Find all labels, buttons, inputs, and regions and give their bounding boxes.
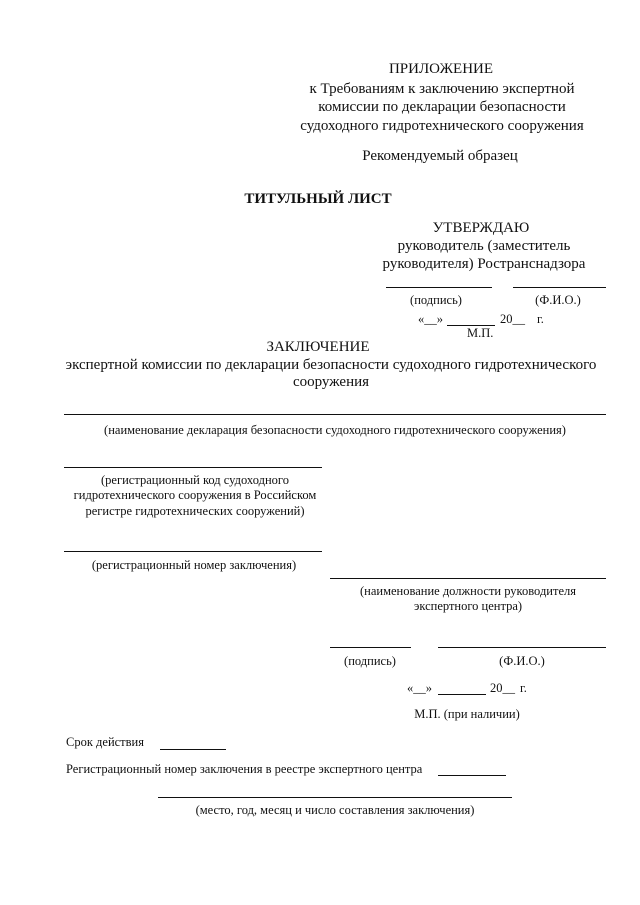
approve-date-year: 20__ — [500, 312, 525, 326]
conclusion-line-1: экспертной комиссии по декларации безопасности судоходного гидротехнического — [65, 357, 597, 373]
approve-date-suffix: г. — [537, 312, 544, 326]
recommended-sample: Рекомендуемый образец — [362, 148, 518, 164]
head-position-label — [330, 584, 606, 615]
appendix-line: комиссии по декларации безопасности — [318, 99, 566, 116]
reg-code-label-line: гидротехнического сооружения в Российском — [73, 488, 317, 503]
reg-number-line — [64, 551, 322, 552]
declaration-name-label: (наименование декларация безопасности судоходного гидротехнического сооружения) — [104, 423, 566, 437]
approve-signature-label: (подпись) — [410, 293, 462, 307]
title-sheet-heading: ТИТУЛЬНЫЙ ЛИСТ — [244, 191, 392, 207]
name-label: (Ф.И.О.) — [499, 654, 545, 668]
seal-label: М.П. (при наличии) — [414, 707, 520, 721]
reg-code-line — [64, 467, 322, 468]
reg-number-label: (регистрационный номер заключения) — [91, 558, 297, 572]
head-position-label-line: (наименование должности руководителя — [360, 584, 576, 598]
conclusion-line-2: сооружения — [292, 374, 370, 390]
registry-line — [438, 775, 506, 776]
place-date-line — [158, 797, 512, 798]
approve-line: руководителя) Ространснадзора — [382, 256, 586, 273]
reg-code-label — [56, 473, 334, 519]
validity-label: Срок действия — [66, 735, 144, 749]
appendix-description — [288, 80, 596, 135]
approve-date-day: «__» — [418, 312, 443, 326]
approve-signature-line — [386, 287, 492, 288]
signature-label: (подпись) — [344, 654, 396, 668]
approve-name-line — [513, 287, 606, 288]
appendix-line: судоходного гидротехнического сооружения — [300, 117, 584, 134]
approve-line: руководитель (заместитель — [397, 238, 571, 254]
head-position-label-line: экспертного центра) — [413, 599, 523, 614]
conclusion-title: ЗАКЛЮЧЕНИЕ — [266, 339, 370, 355]
date-month-line — [438, 694, 486, 695]
approve-seal: М.П. — [467, 326, 494, 340]
appendix-line: к Требованиям к заключению экспертной — [309, 81, 575, 97]
date-day: «__» — [407, 681, 432, 695]
head-position-line — [330, 578, 606, 579]
approve-word: УТВЕРЖДАЮ — [432, 220, 530, 236]
validity-line — [160, 749, 226, 750]
reg-code-label-line: регистре гидротехнических сооружений) — [85, 503, 305, 518]
signature-line — [330, 647, 411, 648]
reg-code-label-line: (регистрационный код судоходного — [101, 473, 289, 487]
registry-label: Регистрационный номер заключения в реестре экспертного центра — [66, 762, 423, 776]
appendix-title: ПРИЛОЖЕНИЕ — [388, 61, 494, 77]
approve-position — [368, 237, 600, 274]
place-date-label: (место, год, месяц и число составления заключения) — [195, 803, 475, 817]
name-line — [438, 647, 606, 648]
approve-name-label: (Ф.И.О.) — [535, 293, 581, 307]
date-suffix: г. — [520, 681, 527, 695]
declaration-name-line — [64, 414, 606, 415]
date-year: 20__ — [490, 681, 515, 695]
